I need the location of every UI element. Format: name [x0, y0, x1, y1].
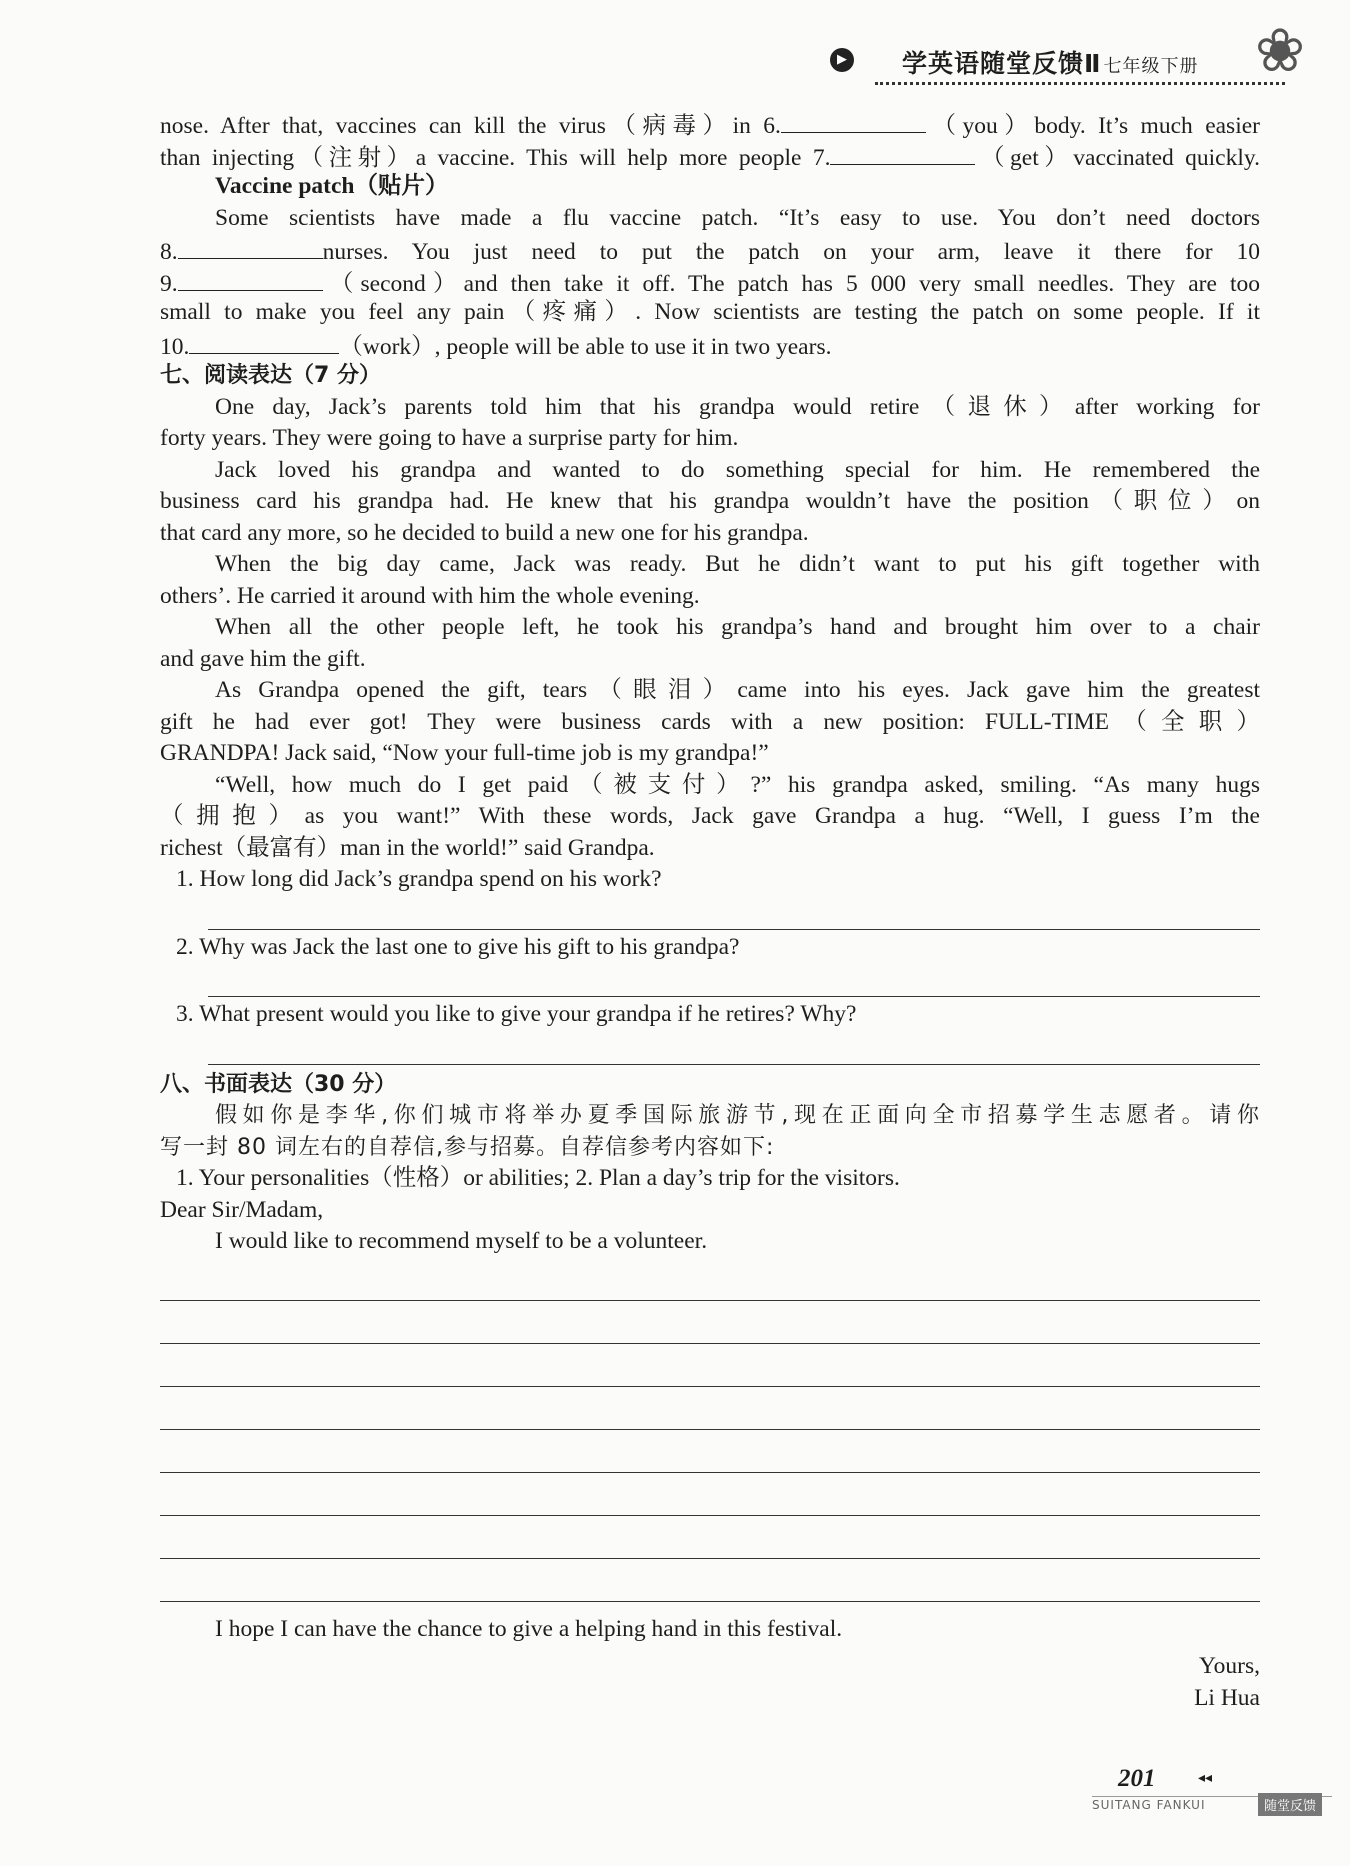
reading-line: business card his grandpa had. He knew that his grandpa wouldn’t have the position（职位）on	[160, 488, 1260, 514]
reading-line: As Grandpa opened the gift, tears（眼泪）came into his eyes. Jack gave him the greatest	[215, 677, 1260, 703]
writing-line[interactable]	[160, 1430, 1260, 1473]
reading-line: “Well, how much do I get paid（被支付）?” his grandpa asked, smiling. “As many hugs	[215, 771, 1260, 798]
passage-line: nose. After that, vaccines can kill the virus（病毒）in 6. （you）body. It’s much easier	[160, 108, 1260, 140]
passage-line: small to make you feel any pain（疼痛）. Now scientists are testing the patch on some people. If it	[160, 299, 1260, 325]
page-content	[160, 108, 1260, 1714]
question-2: 2. Why was Jack the last one to give his gift to his grandpa?	[176, 933, 740, 960]
reading-line: Jack loved his grandpa and wanted to do something special for him. He remembered the	[215, 456, 1260, 483]
header-dotted-rule	[875, 82, 1285, 85]
passage-line: Some scientists have made a flu vaccine patch. “It’s easy to use. You don’t need doctors	[215, 204, 1260, 231]
passage-line: 9. （second）and then take it off. The patch has 5 000 very small needles. They are too	[160, 266, 1260, 298]
reading-line: When the big day came, Jack was ready. But he didn’t want to put his gift together with	[215, 551, 1260, 577]
reading-line: When all the other people left, he took his grandpa’s hand and brought him over to a chair	[215, 614, 1260, 640]
blank-10[interactable]	[189, 329, 339, 354]
book-title	[902, 44, 1198, 80]
writing-line[interactable]	[160, 1387, 1260, 1430]
play-icon: ▶	[830, 48, 854, 72]
writing-line[interactable]	[160, 1344, 1260, 1387]
reading-line: that card any more, so he decided to build a new one for his grandpa.	[160, 519, 809, 546]
blank-7[interactable]	[830, 140, 975, 165]
answer-line-1[interactable]	[208, 896, 1260, 930]
writing-line[interactable]	[160, 1473, 1260, 1516]
reading-line: gift he had ever got! They were business cards with a new position: FULL-TIME（全职）	[160, 708, 1260, 735]
grade-label: 七年级下册	[1103, 56, 1199, 77]
footer-brand: SUITANG FANKUI	[1092, 1798, 1206, 1812]
letter-closing: I hope I can have the chance to give a helping hand in this festival.	[215, 1615, 843, 1642]
reading-line: forty years. They were going to have a surprise party for him.	[160, 425, 739, 451]
reading-line: （拥抱）as you want!” With these words, Jack gave Grandpa a hug. “Well, I guess I’m the	[160, 803, 1260, 829]
page-number: 201	[1118, 1765, 1156, 1792]
answer-line-2[interactable]	[208, 963, 1260, 997]
blank-9[interactable]	[178, 266, 323, 291]
reading-line: others’. He carried it around with him the whole evening.	[160, 582, 700, 609]
writing-line[interactable]	[160, 1258, 1260, 1301]
question-1: 1. How long did Jack’s grandpa spend on his work?	[176, 866, 662, 892]
subtitle-vaccine-patch: Vaccine patch（贴片）	[215, 173, 449, 199]
blank-8[interactable]	[178, 234, 323, 259]
letter-opening: I would like to recommend myself to be a volunteer.	[215, 1228, 708, 1254]
reading-line: richest（最富有）man in the world!” said Grandpa.	[160, 834, 655, 861]
answer-line-3[interactable]	[208, 1031, 1260, 1065]
writing-prompt: 假如你是李华,你们城市将举办夏季国际旅游节,现在正面向全市招募学生志愿者。请你	[215, 1103, 1260, 1128]
letter-signature: Li Hua	[1194, 1684, 1260, 1711]
section-7-heading: 七、阅读表达（7 分）	[160, 363, 381, 388]
blank-6[interactable]	[781, 108, 926, 133]
writing-line[interactable]	[160, 1516, 1260, 1559]
passage-line: 8. nurses. You just need to put the patch on your arm, leave it there for 10	[160, 234, 1260, 266]
writing-prompt: 写一封 80 词左右的自荐信,参与招募。自荐信参考内容如下:	[160, 1134, 775, 1160]
writing-line[interactable]	[160, 1559, 1260, 1602]
section-8-heading: 八、书面表达（30 分）	[160, 1071, 397, 1097]
letter-salutation: Dear Sir/Madam,	[160, 1196, 324, 1223]
footer-badge: 随堂反馈	[1258, 1793, 1322, 1816]
passage-line: than injecting（注射）a vaccine. This will help more people 7. （get）vaccinated quickly.	[160, 140, 1260, 172]
writing-line[interactable]	[160, 1301, 1260, 1344]
reading-line: GRANDPA! Jack said, “Now your full-time job is my grandpa!”	[160, 740, 769, 766]
arrows-icon: ◂◂	[1198, 1770, 1213, 1786]
passage-line: 10. （work）, people will be able to use it in two years.	[160, 329, 1260, 361]
question-3: 3. What present would you like to give your grandpa if he retires? Why?	[176, 1001, 857, 1027]
series-name: 学英语随堂反馈Ⅱ	[902, 49, 1102, 78]
reading-line: and gave him the gift.	[160, 645, 366, 672]
letter-signoff: Yours,	[1199, 1653, 1260, 1679]
writing-points: 1. Your personalities（性格）or abilities; 2. Plan a day’s trip for the visitors.	[176, 1165, 900, 1191]
reading-line: One day, Jack’s parents told him that his grandpa would retire（退休）after working for	[215, 393, 1260, 420]
flower-icon: ❀	[1254, 16, 1306, 86]
